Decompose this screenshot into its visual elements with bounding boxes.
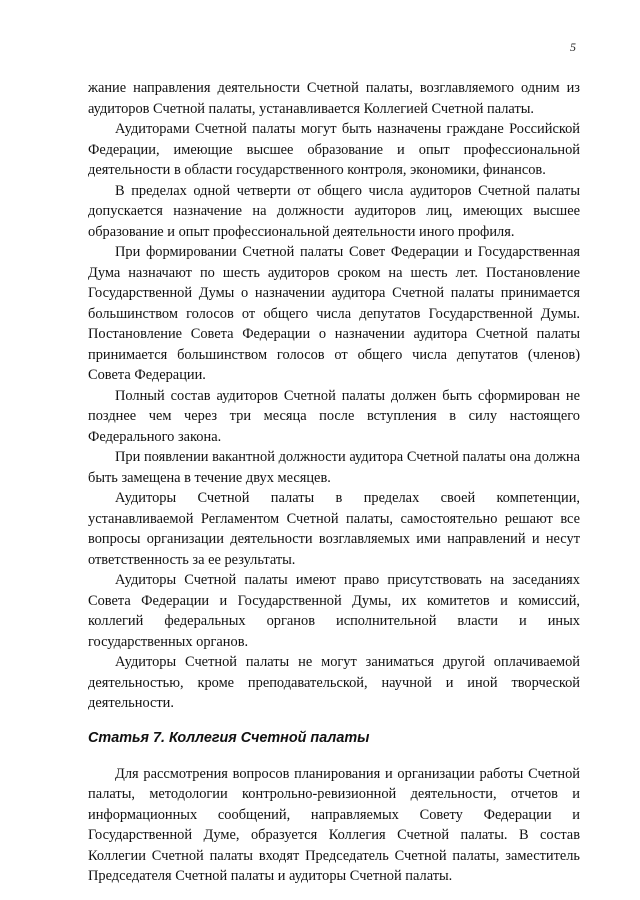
article-title: Коллегия Счетной палаты <box>169 729 370 746</box>
paragraph: Аудиторы Счетной палаты в пределах своей компетенции, устанавливаемой Регламентом Счетной палаты, самостоятельно решают все вопросы организации деятельности возглавляемых ими направлений и несут ответственность за ее результаты. <box>88 490 580 568</box>
paragraph: В пределах одной четверти от общего числа аудиторов Счетной палаты допускается назначение на должности аудиторов лиц, имеющих высшее образование и опыт профессиональной деятельности иного профиля. <box>88 182 580 240</box>
article-heading <box>88 730 580 746</box>
paragraph: жание направления деятельности Счетной палаты, возглавляемого одним из аудиторов Счетной палаты, устанавливается Коллегией Счетной палаты. <box>88 80 580 117</box>
paragraph: Аудиторы Счетной палаты не могут заниматься другой оплачиваемой деятельностью, кроме преподавательской, научной и иной творческой деятельности. <box>88 654 580 711</box>
article-number: Статья 7. <box>88 729 166 746</box>
paragraphs-after-article <box>88 764 580 887</box>
document-body <box>88 78 580 887</box>
paragraph: При появлении вакантной должности аудитора Счетной палаты она должна быть замещена в течение двух месяцев. <box>88 449 580 486</box>
paragraph: Полный состав аудиторов Счетной палаты должен быть сформирован не позднее чем через три месяца после вступления в силу настоящего Федерального закона. <box>88 387 580 445</box>
paragraph: Аудиторами Счетной палаты могут быть назначены граждане Российской Федерации, имеющие высшее образование и опыт профессиональной деятельности в области государственного контроля, экономики, финансов. <box>88 121 580 178</box>
paragraph: Аудиторы Счетной палаты имеют право присутствовать на заседаниях Совета Федерации и Государственной Думы, их комитетов и комиссий, коллегий федеральных органов исполнительной власти и иных государственных органов. <box>88 572 580 650</box>
paragraphs-before-article <box>88 78 580 714</box>
paragraph: Для рассмотрения вопросов планирования и организации работы Счетной палаты, методологии контрольно-ревизионной деятельности, отчетов и информационных сообщений, направляемых Совету Федерации и Государственной Думе, образуется Коллегия Счетной палаты. В состав Коллегии Счетной палаты входят Председатель Счетной палаты, заместитель Председателя Счетной палаты и аудиторы Счетной палаты. <box>88 765 580 884</box>
page-number: 5 <box>570 40 576 54</box>
paragraph: При формировании Счетной палаты Совет Федерации и Государственная Дума назначают по шесть аудиторов сроком на шесть лет. Постановление Государственной Думы о назначении аудитора Счетной палаты принимается большинством голосов от общего числа депутатов Государственной Думы. Постановление Совета Федерации о назначении аудитора Счетной палаты принимается большинством голосов от общего числа депутатов (членов) Совета Федерации. <box>88 244 580 383</box>
